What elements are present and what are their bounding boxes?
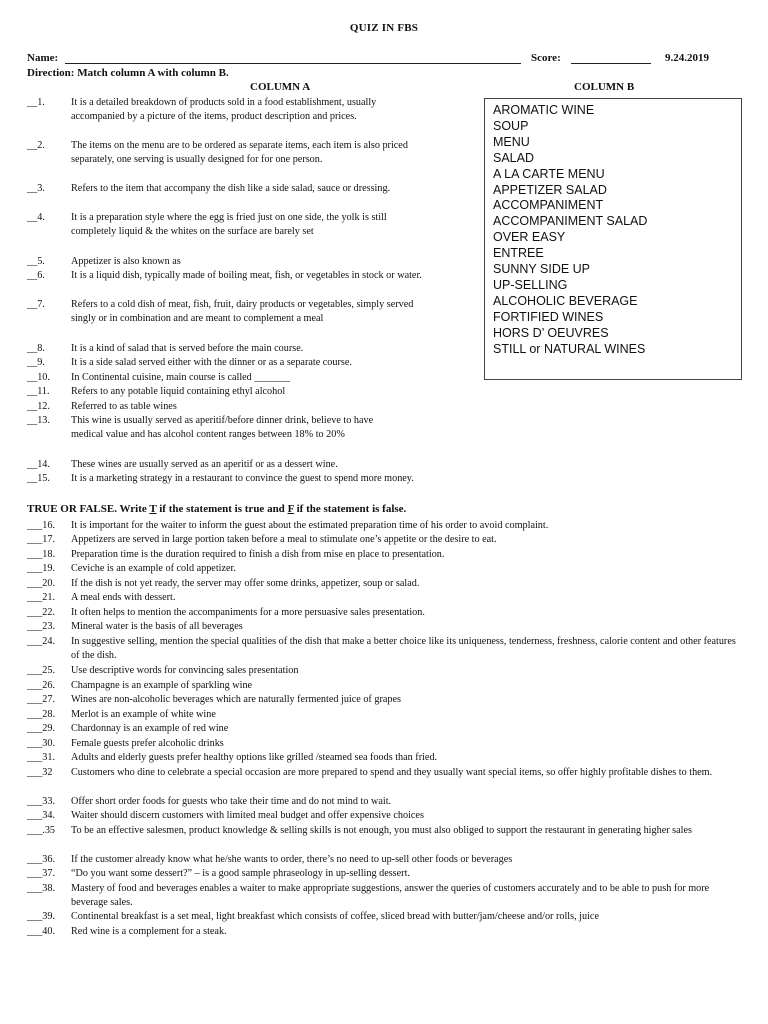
page-title: QUIZ IN FBS (349, 22, 419, 34)
item-text: The items on the menu are to be ordered as separate items, each item is also priced separately, one serving is usually designed for for one person. (71, 140, 408, 166)
option-salad: SALAD (493, 150, 534, 165)
tf-false-letter: F (287, 503, 294, 515)
item-number: ___19. (27, 563, 56, 574)
item-text: A meal ends with dessert. (71, 592, 176, 603)
item-number: __2. (27, 140, 45, 151)
item-number: ___31. (27, 752, 56, 763)
item-text: It is a side salad served either with the dinner or as a separate course. (71, 357, 352, 368)
item-text: In Continental cuisine, main course is called _______ (71, 372, 290, 383)
item-text: Merlot is an example of white wine (71, 709, 216, 720)
option-still-natural-wines: STILL or NATURAL WINES (493, 341, 646, 356)
item-number: ___29. (27, 723, 56, 734)
item-number: __6. (27, 270, 45, 281)
item-number: ___.35 (27, 825, 56, 836)
item-number: ___25. (27, 665, 56, 676)
score-blank[interactable] (571, 63, 651, 64)
item-text: Referred to as table wines (71, 401, 177, 412)
item-number: __3. (27, 183, 45, 194)
item-text: Continental breakfast is a set meal, light breakfast which consists of coffee, sliced bread with butter/jam/cheese and/or rolls, juice (71, 911, 599, 922)
item-text: Waiter should discern customers with limited meal budget and offer expensive choices (71, 810, 424, 821)
item-number: __10. (27, 372, 50, 383)
item-text: Refers to a cold dish of meat, fish, fruit, dairy products or vegetables, simply served singly or in combination and are meant to complement a meal (71, 299, 414, 325)
true-false-heading (27, 503, 406, 515)
item-number: __11. (27, 386, 50, 397)
option-soup: SOUP (493, 118, 529, 133)
item-number: ___30. (27, 738, 56, 749)
option-up-selling: UP-SELLING (493, 277, 568, 292)
item-text: Mastery of food and beverages enables a waiter to make appropriate suggestions, answer the queries of customers accurately and to be able to push for more beverage sales. (71, 883, 710, 909)
option-sunny-side-up: SUNNY SIDE UP (493, 262, 591, 277)
item-number: __15. (27, 473, 50, 484)
option-menu: MENU (493, 134, 530, 149)
item-text: Adults and elderly guests prefer healthy options like grilled /steamed sea foods than fried. (71, 752, 438, 763)
item-number: ___23. (27, 621, 56, 632)
tf-true-letter: T (149, 503, 157, 515)
item-number: ___33. (27, 796, 56, 807)
tf-heading-part: if the statement is false. (293, 503, 407, 515)
quiz-date: 9.24.2019 (665, 52, 709, 64)
item-text: It is a preparation style where the egg is fried just on one side, the yolk is still completely liquid & the whites on the surface are barely set (71, 212, 387, 238)
option-entree: ENTREE (493, 246, 544, 261)
item-number: __7. (27, 299, 45, 310)
item-text: Appetizers are served in large portion taken before a meal to stimulate one’s appetite or the desire to eat. (71, 534, 497, 545)
item-number: ___37. (27, 868, 56, 879)
item-number: ___22. (27, 607, 56, 618)
name-blank[interactable] (65, 63, 521, 64)
item-text: It is a marketing strategy in a restaurant to convince the guest to spend more money. (71, 473, 414, 484)
item-text: In suggestive selling, mention the special qualities of the dish that make a better choice like its uniqueness, tenderness, freshness, calorie content and other features of the dish. (71, 636, 736, 662)
item-number: ___39. (27, 911, 56, 922)
item-number: ___38. (27, 883, 56, 894)
item-number: ___27. (27, 694, 56, 705)
item-text: To be an effective salesmen, product knowledge & selling skills is not enough, you must also obliged to support the restaurant in generating higher sales (71, 825, 692, 836)
item-text: This wine is usually served as aperitif/before dinner drink, believe to have medical value and has alcohol content ranges between 18% to 20% (71, 415, 374, 441)
item-number: __13. (27, 415, 50, 426)
tf-heading-part: if the statement is true and (156, 503, 288, 515)
tf-heading-part: TRUE OR FALSE. Write (27, 503, 150, 515)
item-number: ___18. (27, 549, 56, 560)
item-number: ___32 (27, 767, 53, 778)
item-text: Ceviche is an example of cold appetizer. (71, 563, 236, 574)
option-aromatic-wine: AROMATIC WINE (493, 103, 595, 117)
option-fortified-wines: FORTIFIED WINES (493, 309, 604, 324)
item-text: Refers to the item that accompany the dish like a side salad, sauce or dressing. (71, 183, 391, 194)
item-text: Preparation time is the duration required to finish a dish from mise en place to presentation. (71, 549, 445, 560)
option-a-la-carte-menu: A LA CARTE MENU (493, 166, 605, 181)
column-b-options (484, 98, 742, 380)
item-text: Refers to any potable liquid containing ethyl alcohol (71, 386, 286, 397)
item-text: Red wine is a complement for a steak. (71, 926, 227, 937)
option-hors-doeuvres: HORS D’ OEUVRES (493, 325, 609, 340)
item-number: __1. (27, 97, 45, 108)
item-text: Offer short order foods for guests who take their time and do not mind to wait. (71, 796, 392, 807)
item-text: Champagne is an example of sparkling wine (71, 680, 253, 691)
option-accompaniment-salad: ACCOMPANIMENT SALAD (493, 214, 648, 229)
item-text: If the customer already know what he/she wants to order, there’s no need to up-sell other foods or beverages (71, 854, 513, 865)
item-number: __5. (27, 256, 45, 267)
item-number: __14. (27, 459, 50, 470)
item-text: Customers who dine to celebrate a special occasion are more prepared to spend and they usually want special items, so offer highly profitable dishes to them. (71, 767, 713, 778)
item-number: __8. (27, 343, 45, 354)
item-number: ___34. (27, 810, 56, 821)
item-number: ___21. (27, 592, 56, 603)
item-number: ___26. (27, 680, 56, 691)
item-number: ___28. (27, 709, 56, 720)
item-text: Appetizer is also known as (71, 256, 181, 267)
item-number: __12. (27, 401, 50, 412)
item-text: It is important for the waiter to inform the guest about the estimated preparation time of his order to avoid complaint. (71, 520, 549, 531)
item-text: It is a liquid dish, typically made of boiling meat, fish, or vegetables in stock or water. (71, 270, 422, 281)
item-number: __4. (27, 212, 45, 223)
name-label: Name: (27, 52, 59, 64)
item-number: __9. (27, 357, 45, 368)
column-b-heading: COLUMN B (574, 81, 635, 93)
item-text: Use descriptive words for convincing sales presentation (71, 665, 299, 676)
option-appetizer-salad: APPETIZER SALAD (493, 182, 607, 197)
item-text: It is a kind of salad that is served before the main course. (71, 343, 304, 354)
direction-text: Direction: Match column A with column B. (27, 67, 229, 79)
option-accompaniment: ACCOMPANIMENT (493, 198, 604, 213)
column-a-heading: COLUMN A (250, 81, 311, 93)
option-alcoholic-beverage: ALCOHOLIC BEVERAGE (493, 293, 638, 308)
item-number: ___24. (27, 636, 56, 647)
item-text: Mineral water is the basis of all beverages (71, 621, 243, 632)
item-text: It often helps to mention the accompaniments for a more persuasive sales presentation. (71, 607, 425, 618)
item-number: ___36. (27, 854, 56, 865)
item-text: Chardonnay is an example of red wine (71, 723, 229, 734)
item-text: These wines are usually served as an aperitif or as a dessert wine. (71, 459, 338, 470)
score-label: Score: (531, 52, 561, 64)
item-text: It is a detailed breakdown of products sold in a food establishment, usually accompanied by a picture of the items, product description and prices. (71, 97, 377, 123)
item-number: ___16. (27, 520, 56, 531)
item-number: ___20. (27, 578, 56, 589)
option-over-easy: OVER EASY (493, 230, 566, 245)
item-text: Wines are non-alcoholic beverages which are naturally fermented juice of grapes (71, 694, 401, 705)
item-number: ___17. (27, 534, 56, 545)
item-text: If the dish is not yet ready, the server may offer some drinks, appetizer, soup or salad. (71, 578, 420, 589)
item-number: ___40. (27, 926, 56, 937)
item-text: “Do you want some dessert?” – is a good sample phraseology in up-selling dessert. (71, 868, 410, 879)
item-text: Female guests prefer alcoholic drinks (71, 738, 224, 749)
